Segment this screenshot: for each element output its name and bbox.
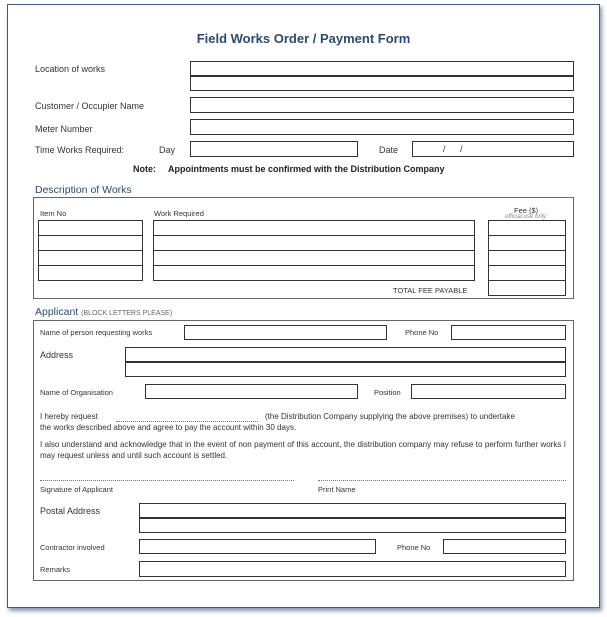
meter-input[interactable] <box>190 119 574 135</box>
postal-address-input-1[interactable] <box>139 503 566 518</box>
organisation-label: Name of Organisation <box>40 388 113 397</box>
contractor-phone-label: Phone No <box>397 543 431 552</box>
postal-address-input-2[interactable] <box>139 518 566 533</box>
location-label: Location of works <box>35 64 106 74</box>
location-input-2[interactable] <box>190 76 574 91</box>
address-input-2[interactable] <box>125 362 566 377</box>
time-required-label: Time Works Required: <box>35 145 125 155</box>
work-required-header: Work Required <box>154 209 204 218</box>
name-requesting-input[interactable] <box>184 325 387 340</box>
day-input[interactable] <box>190 141 358 157</box>
total-fee-label: TOTAL FEE PAYABLE <box>393 286 468 295</box>
contractor-phone-input[interactable] <box>443 539 566 554</box>
fee-column[interactable] <box>488 220 566 296</box>
remarks-label: Remarks <box>40 565 71 574</box>
contractor-label: Contractor involved <box>40 543 105 552</box>
item-no-header: Item No <box>40 209 67 218</box>
date-label: Date <box>379 145 399 155</box>
customer-input[interactable] <box>190 97 574 113</box>
work-required-column[interactable] <box>153 220 475 281</box>
applicant-heading <box>35 306 172 318</box>
location-input-1[interactable] <box>190 61 574 76</box>
name-requesting-label: Name of person requesting works <box>40 328 153 337</box>
phone-label: Phone No <box>405 328 439 337</box>
fee-subheader: official use only <box>505 214 547 220</box>
organisation-input[interactable] <box>145 384 358 399</box>
print-name-label: Print Name <box>318 485 356 494</box>
item-no-column[interactable] <box>38 220 143 281</box>
form-title: Field Works Order / Payment Form <box>196 31 411 46</box>
contractor-input[interactable] <box>139 539 376 554</box>
date-input[interactable] <box>412 141 574 157</box>
remarks-input[interactable] <box>139 561 566 577</box>
address-label: Address <box>40 350 74 360</box>
signature-label: Signature of Applicant <box>40 485 113 494</box>
position-label: Position <box>374 388 401 397</box>
applicant-heading-note: (BLOCK LETTERS PLEASE) <box>81 310 173 317</box>
day-label: Day <box>159 145 176 155</box>
description-heading: Description of Works <box>35 184 132 196</box>
fee-header: Fee ($) <box>514 206 539 215</box>
request-line-2: the works described above and agree to pay the account within 30 days. <box>40 423 297 432</box>
note-label: Note: <box>133 164 156 174</box>
request-prefix: I hereby request <box>40 412 98 421</box>
position-input[interactable] <box>411 384 566 399</box>
print-name-line[interactable] <box>318 479 566 481</box>
applicant-heading-text: Applicant <box>35 306 79 318</box>
date-slash-2: / <box>460 144 463 154</box>
postal-address-label: Postal Address <box>40 506 101 516</box>
acknowledgement-paragraph: I also understand and acknowledge that in the event of non payment of this account, the distribution company may refuse to perform further works I may request unless and until such account is settled. <box>40 440 566 460</box>
note-text: Appointments must be confirmed with the Distribution Company <box>168 164 445 174</box>
phone-input[interactable] <box>451 325 566 340</box>
date-slash-1: / <box>443 144 446 154</box>
signature-line[interactable] <box>40 479 294 481</box>
request-suffix: (the Distribution Company supplying the above premises) to undertake <box>265 412 515 421</box>
customer-label: Customer / Occupier Name <box>35 101 145 111</box>
meter-label: Meter Number <box>35 124 93 134</box>
address-input-1[interactable] <box>125 347 566 362</box>
